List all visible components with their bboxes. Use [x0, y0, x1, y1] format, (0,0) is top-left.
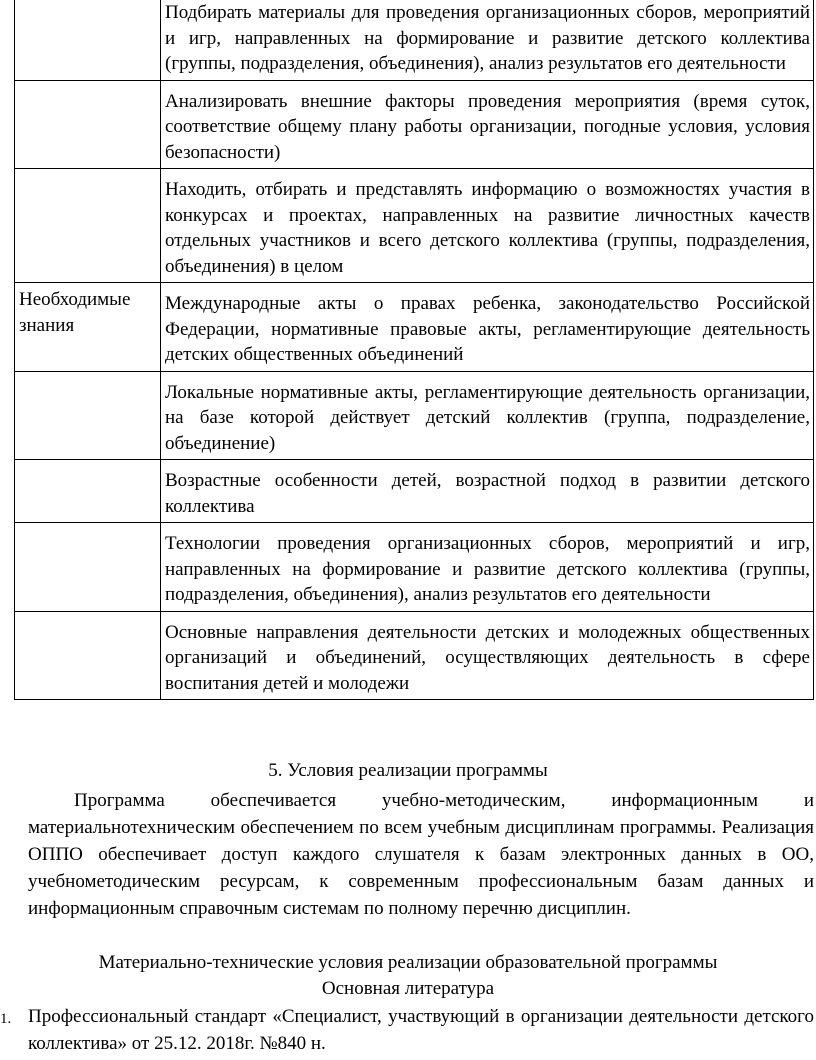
table-row [15, 611, 814, 700]
list-item-text: Профессиональный стандарт «Специалист, участвующий в организации деятельности детского коллектива» от 25.12. 2018г. №840 н. [28, 1006, 814, 1054]
row-text: Анализировать внешние факторы проведения мероприятия (время суток, соответствие общему плану работы организации, погодные условия, условия безопасности) [161, 80, 814, 169]
list-number: 1. [0, 1011, 12, 1027]
row-label [15, 169, 161, 283]
row-label [15, 611, 161, 700]
table-row [15, 523, 814, 612]
row-text: Возрастные особенности детей, возрастной подход в развитии детского коллектива [161, 460, 814, 523]
row-text: Основные направления деятельности детских и молодежных общественных организаций и объединений, осуществляющих деятельность в сфере воспитания детей и молодежи [161, 611, 814, 700]
competency-table [14, 0, 814, 700]
row-text: Локальные нормативные акты, регламентирующие деятельность организации, на базе которой действует детский коллектив (группа, подразделение, объединение) [161, 371, 814, 460]
section-title: 5. Условия реализации программы [268, 760, 548, 781]
literature-heading: Основная литература [321, 978, 495, 999]
section-subtitle: Материально-технические условия реализации образовательной программы [98, 952, 718, 973]
table-row [15, 169, 814, 283]
row-text: Подбирать материалы для проведения организационных сборов, мероприятий и игр, направленных на формирование и развитие детского коллектива (группы, подразделения, объединения), анализ результатов его деятельности [161, 0, 814, 80]
row-label [15, 460, 161, 523]
list-item [0, 1003, 814, 1057]
row-label [15, 523, 161, 612]
table-row [15, 283, 814, 372]
row-text: Международные акты о правах ребенка, законодательство Российской Федерации, нормативные правовые акты, регламентирующие деятельность детских общественных объединений [161, 283, 814, 372]
table-row [15, 0, 814, 80]
row-text: Находить, отбирать и представлять информацию о возможностях участия в конкурсах и проектах, направленных на развитие личностных качеств отдельных участников и всего детского коллектива (группы, подразделения, объединения) в целом [161, 169, 814, 283]
row-label [15, 0, 161, 80]
row-label [15, 80, 161, 169]
table-row [15, 371, 814, 460]
table-row [15, 80, 814, 169]
section-paragraph: Программа обеспечивается учебно-методическим, информационным и материальнотехническим обеспечением по всем учебным дисциплинам программы. Реализация ОППО обеспечивает доступ каждого слушателя к базам электронных данных в ОО, учебнометодическим ресурсам, к современным профессиональным базам данных и информационным справочным системам по полному перечню дисциплин. [28, 790, 814, 919]
row-label [15, 371, 161, 460]
table-row [15, 460, 814, 523]
row-label-required-knowledge: Необходимые знания [15, 283, 161, 372]
row-text: Технологии проведения организационных сборов, мероприятий и игр, направленных на формирование и развитие детского коллектива (группы, подразделения, объединения), анализ результатов его деятельности [161, 523, 814, 612]
